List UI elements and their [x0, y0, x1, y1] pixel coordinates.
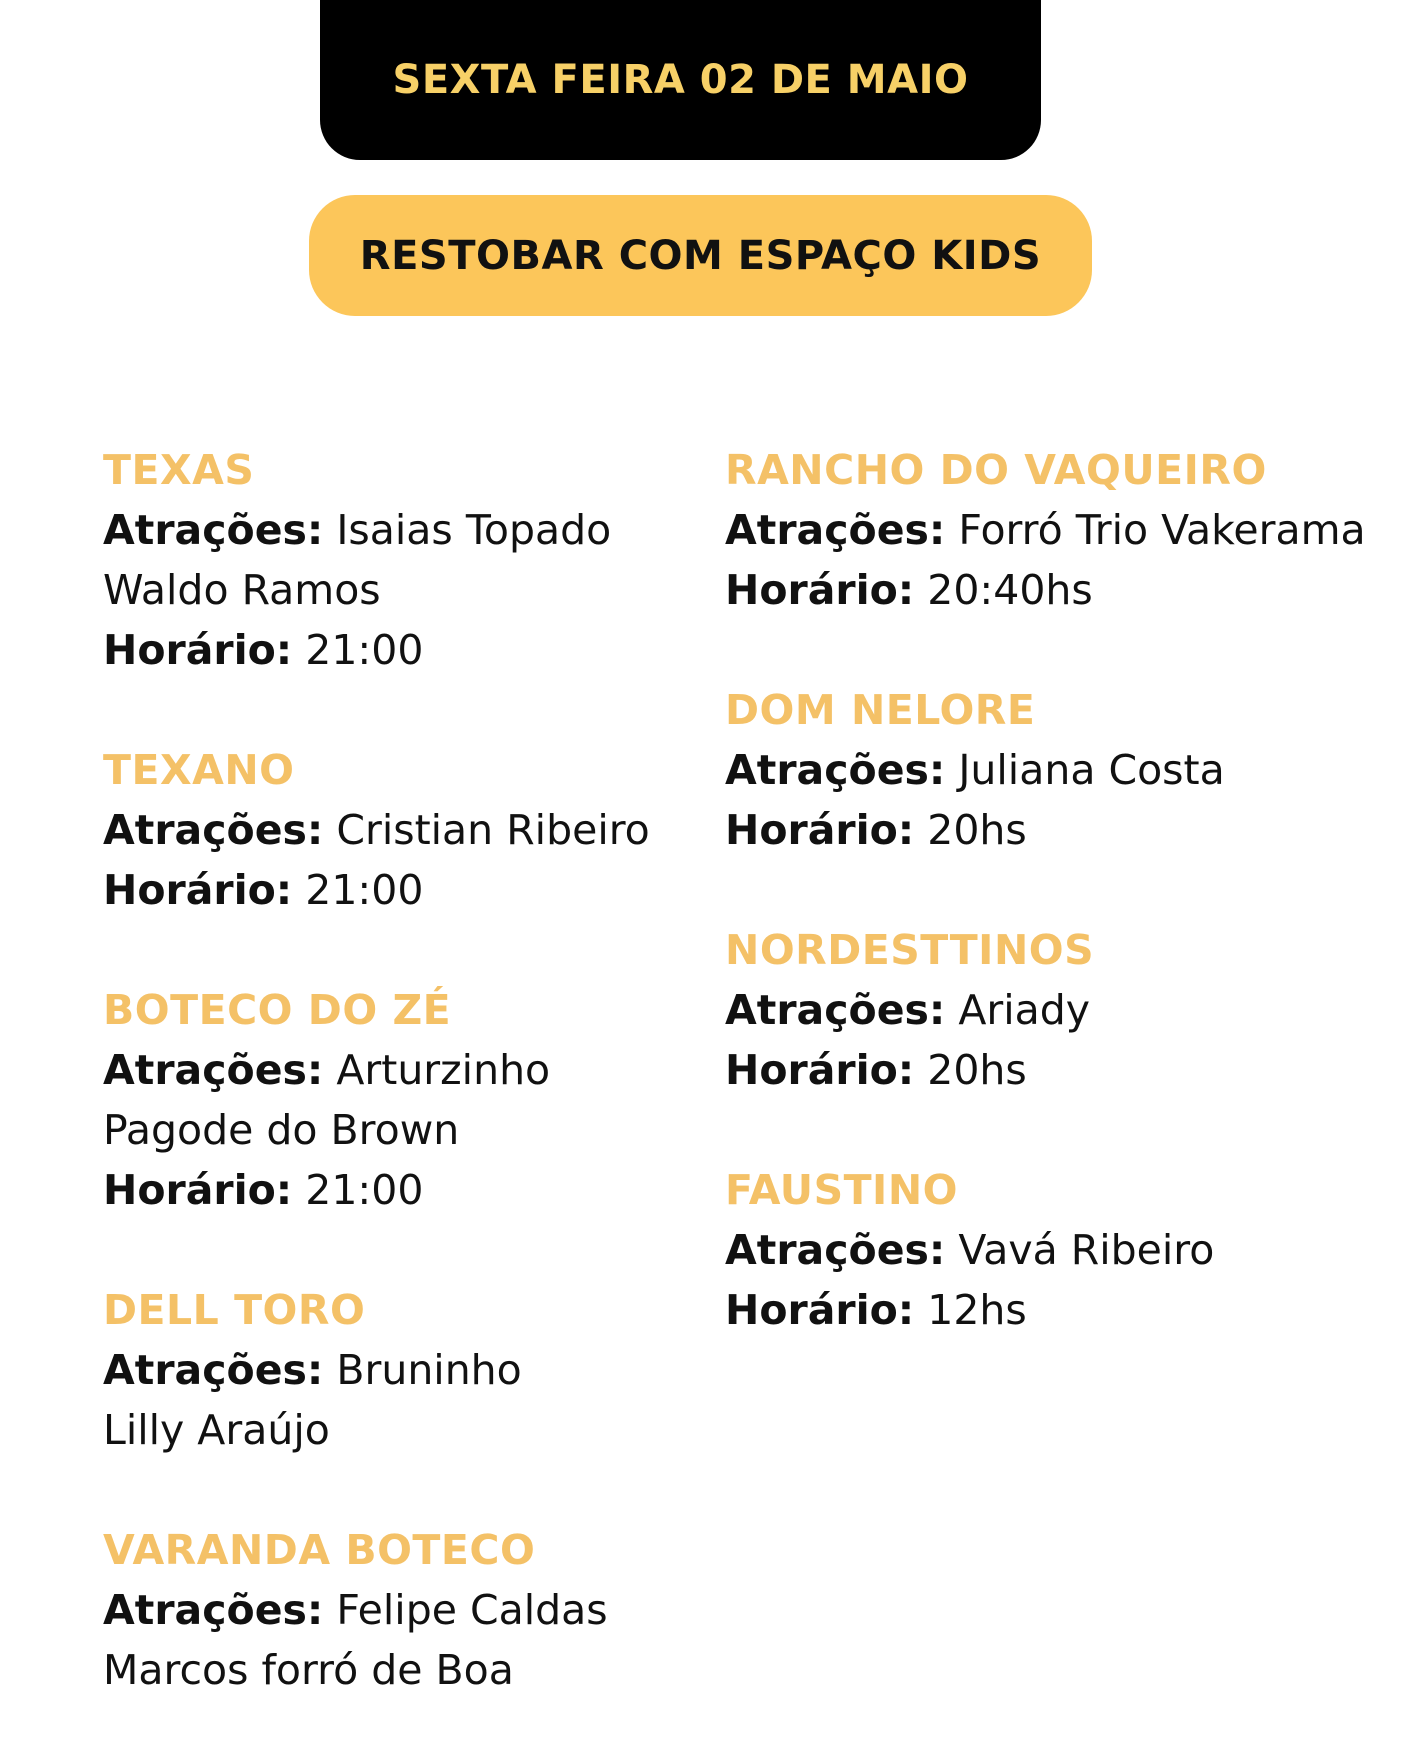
attractions-label: Atrações: [725, 746, 946, 794]
venue-dell-toro [103, 1280, 703, 1460]
venue-name: RANCHO DO VAQUEIRO [725, 446, 1267, 494]
time-value: 21:00 [305, 626, 424, 674]
time-line [103, 860, 703, 920]
time-value: 20hs [927, 806, 1027, 854]
venue-boteco-do-ze [103, 980, 703, 1220]
time-label: Horário: [725, 1286, 915, 1334]
attraction-name: Juliana Costa [958, 746, 1225, 794]
venue-texas [103, 440, 703, 680]
time-value: 20:40hs [927, 566, 1093, 614]
time-label: Horário: [725, 1046, 915, 1094]
venue-name: TEXAS [103, 446, 255, 494]
attraction-name: Marcos forró de Boa [103, 1646, 514, 1694]
venue-name: NORDESTTINOS [725, 926, 1095, 974]
attraction-line [103, 1100, 703, 1160]
attraction-line [103, 1400, 703, 1460]
attractions-label: Atrações: [103, 506, 324, 554]
time-line [725, 800, 1415, 860]
attractions-label: Atrações: [103, 1586, 324, 1634]
time-value: 20hs [927, 1046, 1027, 1094]
time-line [725, 1040, 1415, 1100]
attraction-line [103, 1580, 703, 1640]
attraction-name: Waldo Ramos [103, 566, 381, 614]
time-label: Horário: [103, 1166, 293, 1214]
attraction-line [725, 1220, 1415, 1280]
time-value: 12hs [927, 1286, 1027, 1334]
attraction-name: Ariady [958, 986, 1091, 1034]
venue-rancho-do-vaqueiro [725, 440, 1415, 620]
attractions-label: Atrações: [103, 806, 324, 854]
attraction-line [103, 1040, 703, 1100]
attraction-name: Isaias Topado [336, 506, 612, 554]
attraction-name: Forró Trio Vakerama [958, 506, 1366, 554]
attraction-line [103, 800, 703, 860]
date-banner [320, 0, 1041, 160]
venue-texano [103, 740, 703, 920]
venue-varanda-boteco [103, 1520, 703, 1700]
attraction-name: Arturzinho [336, 1046, 551, 1094]
attractions-label: Atrações: [103, 1046, 324, 1094]
venue-name: VARANDA BOTECO [103, 1526, 536, 1574]
time-line [725, 560, 1415, 620]
time-label: Horário: [725, 566, 915, 614]
attraction-name: Pagode do Brown [103, 1106, 460, 1154]
attractions-label: Atrações: [725, 986, 946, 1034]
venue-dom-nelore [725, 680, 1415, 860]
attraction-name: Felipe Caldas [336, 1586, 608, 1634]
venue-name: DELL TORO [103, 1286, 366, 1334]
venue-faustino [725, 1160, 1415, 1340]
attraction-line [103, 1640, 703, 1700]
time-line [103, 1160, 703, 1220]
attractions-label: Atrações: [725, 506, 946, 554]
category-title: RESTOBAR COM ESPAÇO KIDS [359, 232, 1042, 279]
attraction-name: Vavá Ribeiro [958, 1226, 1215, 1274]
attraction-line [103, 500, 703, 560]
attraction-line [725, 740, 1415, 800]
venue-name: FAUSTINO [725, 1166, 958, 1214]
category-badge [309, 195, 1092, 316]
attraction-line [725, 500, 1415, 560]
attraction-name: Cristian Ribeiro [336, 806, 650, 854]
time-label: Horário: [103, 866, 293, 914]
time-label: Horário: [725, 806, 915, 854]
venue-name: BOTECO DO ZÉ [103, 986, 452, 1034]
attraction-line [725, 980, 1415, 1040]
attraction-name: Bruninho [336, 1346, 522, 1394]
venue-nordesttinos [725, 920, 1415, 1100]
time-line [103, 620, 703, 680]
venue-name: TEXANO [103, 746, 295, 794]
attractions-label: Atrações: [725, 1226, 946, 1274]
venue-name: DOM NELORE [725, 686, 1036, 734]
right-venue-column [725, 440, 1415, 1340]
attractions-label: Atrações: [103, 1346, 324, 1394]
time-value: 21:00 [305, 866, 424, 914]
attraction-line [103, 560, 703, 620]
date-title: SEXTA FEIRA 02 DE MAIO [392, 57, 969, 103]
time-label: Horário: [103, 626, 293, 674]
time-value: 21:00 [305, 1166, 424, 1214]
left-venue-column [103, 440, 703, 1700]
time-line [725, 1280, 1415, 1340]
attraction-name: Lilly Araújo [103, 1406, 330, 1454]
attraction-line [103, 1340, 703, 1400]
